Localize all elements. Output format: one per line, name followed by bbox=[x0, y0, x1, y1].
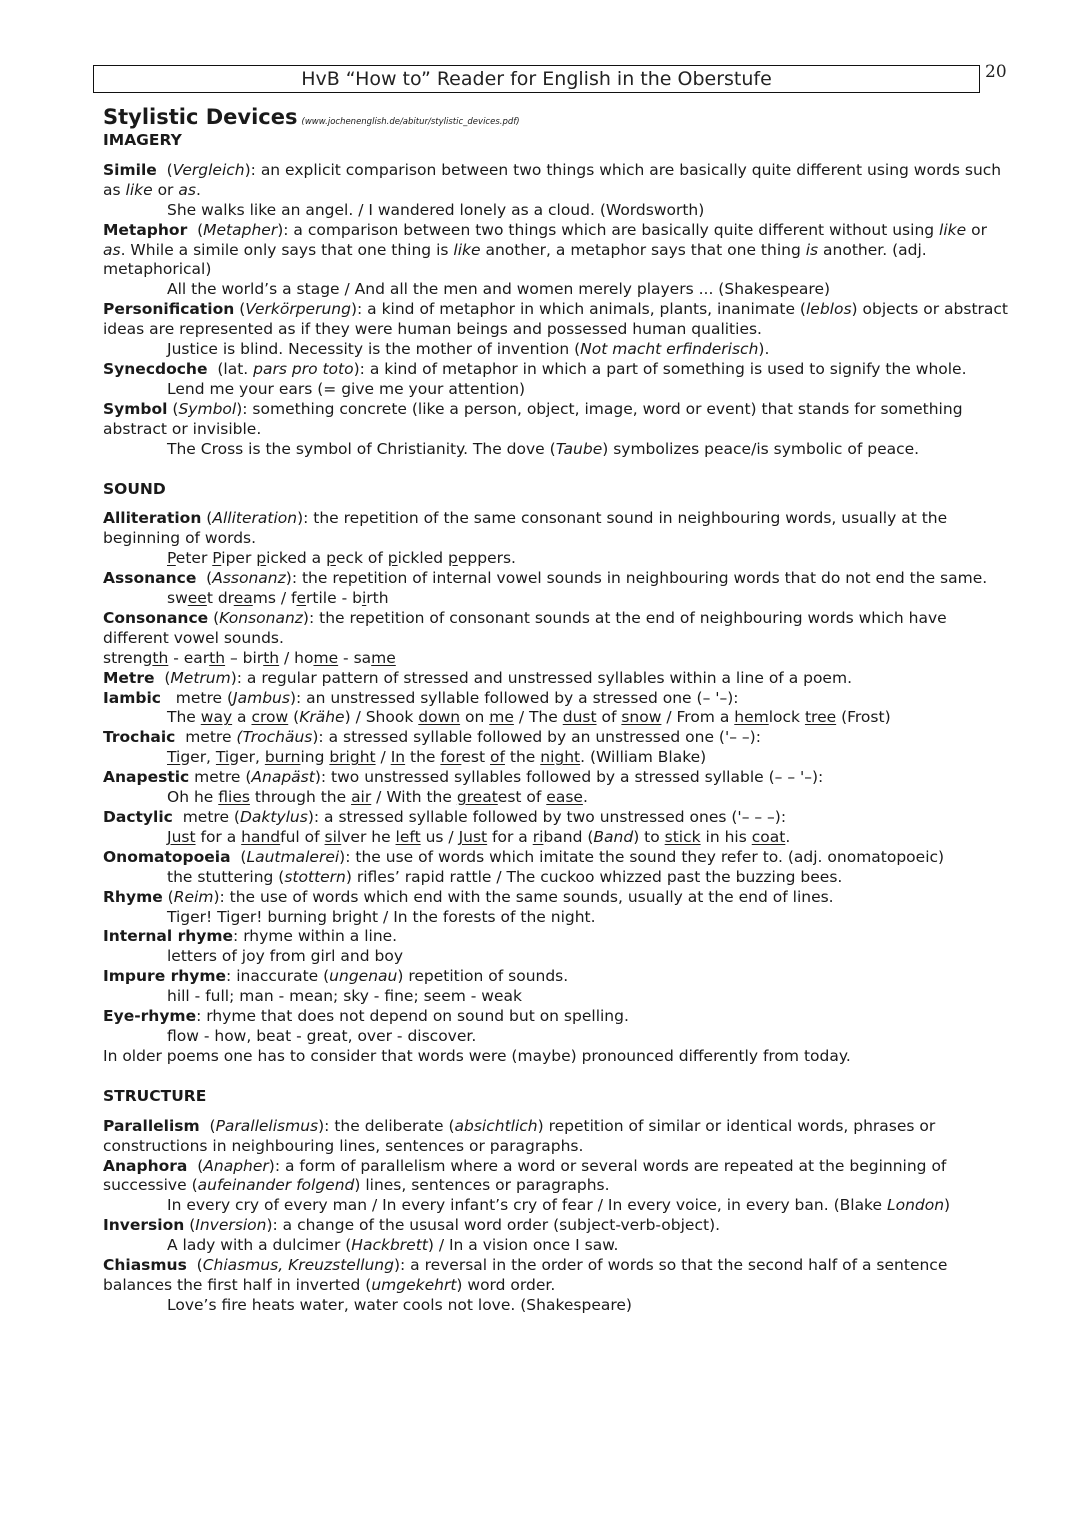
term: Onomatopoeia bbox=[103, 847, 231, 866]
example-rhyme: Tiger! Tiger! burning bright / In the forests of the night. bbox=[167, 907, 596, 926]
term: Anapestic bbox=[103, 768, 190, 787]
example-alliteration: Peter Piper picked a peck of pickled peppers. bbox=[167, 549, 516, 568]
example-assonance: sweet dreams / fertile - birth bbox=[167, 589, 389, 608]
entry-eye-rhyme: Eye-rhyme: rhyme that does not depend on sound but on spelling. bbox=[103, 1007, 629, 1026]
german-term: Symbol bbox=[178, 399, 237, 418]
definition: the use of words which imitate the sound they refer to. (adj. onomatopoeic) bbox=[355, 847, 945, 866]
term: Consonance bbox=[103, 608, 209, 627]
older-poems-note: In older poems one has to consider that words were (maybe) pronounced differently from today. bbox=[103, 1046, 851, 1065]
page-number: 20 bbox=[985, 62, 1007, 82]
german-term: Vergleich bbox=[172, 160, 245, 179]
entry-symbol: Symbol (Symbol): something concrete (like a person, object, image, word or event) that stands for something abstract or invisible. bbox=[103, 399, 963, 438]
section-heading-imagery: IMAGERY bbox=[103, 131, 182, 149]
entry-internal-rhyme: Internal rhyme: rhyme within a line. bbox=[103, 927, 398, 946]
definition: a form of parallelism where a word or several words are repeated at the beginning of successive (aufeinander folgend) lines, sentences or paragraphs. bbox=[103, 1156, 947, 1195]
definition: something concrete (like a person, object, image, word or event) that stands for something abstract or invisible. bbox=[103, 399, 963, 438]
entry-impure-rhyme: Impure rhyme: inaccurate (ungenau) repetition of sounds. bbox=[103, 967, 569, 986]
entry-simile: Simile (Vergleich): an explicit comparison between two things which are basically quite different using words such as like or as. bbox=[103, 160, 1002, 199]
section-heading-sound: SOUND bbox=[103, 479, 166, 498]
entry-iambic: Iambic metre (Jambus): an unstressed syllable followed by a stressed one (– '–): bbox=[103, 688, 739, 707]
entry-personification: Personification (Verkörperung): a kind of metaphor in which animals, plants, inanimate (leblos) objects or abstract ideas are represented as if they were human beings and possessed human qualities. bbox=[103, 300, 1009, 339]
term: Metaphor bbox=[103, 220, 188, 239]
entry-inversion: Inversion (Inversion): a change of the ususal word order (subject-verb-object). bbox=[103, 1216, 721, 1235]
german-term: Metrum bbox=[170, 668, 231, 687]
entry-metaphor: Metaphor (Metapher): a comparison between two things which are basically quite different without using like or as. While a simile only says that one thing is like another, a metaphor says that one thing is another. (adj. metaphorical) bbox=[103, 220, 987, 279]
definition: inaccurate (ungenau) repetition of sounds. bbox=[236, 967, 569, 986]
term: Iambic bbox=[103, 688, 161, 707]
german-term: Jambus bbox=[233, 688, 290, 707]
entry-metre: Metre (Metrum): a regular pattern of stressed and unstressed syllables within a line of a poem. bbox=[103, 668, 852, 687]
term: Assonance bbox=[103, 569, 197, 588]
term: Synecdoche bbox=[103, 359, 208, 378]
term: Internal rhyme bbox=[103, 927, 234, 946]
german-term: Inversion bbox=[195, 1216, 267, 1235]
german-term: Anapher bbox=[203, 1156, 269, 1175]
definition: the repetition of internal vowel sounds in neighbouring words that do not end the same. bbox=[301, 569, 988, 588]
term: Eye-rhyme bbox=[103, 1007, 197, 1026]
definition: rhyme that does not depend on sound but on spelling. bbox=[206, 1007, 629, 1026]
entry-onomatopoeia: Onomatopoeia (Lautmalerei): the use of words which imitate the sound they refer to. (adj. onomatopoeic) bbox=[103, 847, 945, 866]
german-term: Assonanz bbox=[212, 569, 286, 588]
german-term: Alliteration bbox=[212, 509, 298, 528]
entry-rhyme: Rhyme (Reim): the use of words which end with the same sounds, usually at the end of lines. bbox=[103, 887, 834, 906]
term: Alliteration bbox=[103, 509, 202, 528]
definition: a stressed syllable followed by an unstressed one ('– –): bbox=[328, 728, 761, 747]
definition: a kind of metaphor in which a part of something is used to signify the whole. bbox=[369, 359, 967, 378]
example-trochaic: Tiger, Tiger, burning bright / In the forest of the night. (William Blake) bbox=[167, 748, 707, 767]
entry-chiasmus: Chiasmus (Chiasmus, Kreuzstellung): a reversal in the order of words so that the second half of a sentence balances the first half in inverted (umgekehrt) word order. bbox=[103, 1256, 948, 1294]
term: Parallelism bbox=[103, 1116, 200, 1135]
entry-parallelism: Parallelism (Parallelismus): the deliberate (absichtlich) repetition of similar or identical words, phrases or constructions in neighbouring lines, sentences or paragraphs. bbox=[103, 1116, 936, 1155]
example-iambic: The way a crow (Krähe) / Shook down on me / The dust of snow / From a hemlock tree (Frost) bbox=[167, 708, 891, 727]
entry-dactylic: Dactylic metre (Daktylus): a stressed syllable followed by two unstressed ones ('– – –): bbox=[103, 808, 787, 826]
entry-consonance: Consonance (Konsonanz): the repetition of consonant sounds at the end of neighbouring words which have different vowel sounds. bbox=[103, 608, 947, 647]
document-body bbox=[103, 104, 1008, 1316]
term: Dactylic bbox=[103, 808, 173, 826]
example-anapestic: Oh he flies through the air / With the greatest of ease. bbox=[167, 788, 588, 807]
definition: the repetition of consonant sounds at the end of neighbouring words which have different vowel sounds. bbox=[103, 608, 947, 647]
german-term: Trochäus bbox=[242, 728, 313, 747]
term: Anaphora bbox=[103, 1156, 188, 1175]
definition: an explicit comparison between two things which are basically quite different using words such as like or as. bbox=[103, 160, 1002, 199]
german-term: Parallelismus bbox=[215, 1116, 319, 1135]
german-term: Reim bbox=[173, 887, 214, 906]
example-simile: She walks like an angel. / I wandered lonely as a cloud. (Wordsworth) bbox=[167, 200, 705, 219]
definition: an unstressed syllable followed by a stressed one (– '–): bbox=[306, 688, 739, 707]
german-term: Daktylus bbox=[239, 808, 308, 826]
example-chiasmus: Love’s fire heats water, water cools not love. (Shakespeare) bbox=[167, 1295, 632, 1314]
reader-header bbox=[93, 65, 980, 93]
example-impure-rhyme: hill - full; man - mean; sky - fine; seem - weak bbox=[167, 987, 522, 1006]
entry-alliteration: Alliteration (Alliteration): the repetition of the same consonant sound in neighbouring words, usually at the beginning of words. bbox=[103, 509, 948, 548]
term: Inversion bbox=[103, 1216, 185, 1235]
example-internal-rhyme: letters of joy from girl and boy bbox=[167, 947, 403, 966]
definition: two unstressed syllables followed by a stressed syllable (– – '–): bbox=[331, 768, 824, 787]
entry-anapestic: Anapestic metre (Anapäst): two unstressed syllables followed by a stressed syllable (– – '–): bbox=[103, 768, 824, 787]
term: Simile bbox=[103, 160, 157, 179]
definition: rhyme within a line. bbox=[243, 927, 398, 946]
term: Symbol bbox=[103, 399, 168, 418]
term: Metre bbox=[103, 668, 155, 687]
document-title bbox=[103, 104, 1008, 131]
example-onomatopoeia: the stuttering (stottern) rifles’ rapid rattle / The cuckoo whizzed past the buzzing bees. bbox=[167, 867, 843, 886]
german-term: Metapher bbox=[203, 220, 278, 239]
example-consonance: strength - earth – birth / home - same bbox=[103, 648, 396, 667]
section-heading-structure: STRUCTURE bbox=[103, 1086, 207, 1105]
entry-trochaic: Trochaic metre (Trochäus): a stressed syllable followed by an unstressed one ('– –): bbox=[103, 728, 761, 747]
definition: a regular pattern of stressed and unstressed syllables within a line of a poem. bbox=[246, 668, 852, 687]
entry-assonance: Assonance (Assonanz): the repetition of internal vowel sounds in neighbouring words that do not end the same. bbox=[103, 569, 988, 588]
example-metaphor: All the world’s a stage / And all the men and women merely players ... (Shakespeare) bbox=[167, 280, 831, 299]
definition: a change of the ususal word order (subject-verb-object). bbox=[282, 1216, 721, 1235]
definition: the deliberate (absichtlich) repetition of similar or identical words, phrases or constructions in neighbouring lines, sentences or paragraphs. bbox=[103, 1116, 936, 1155]
german-term: Verkörperung bbox=[245, 300, 351, 319]
example-anaphora: In every cry of every man / In every infant’s cry of fear / In every voice, in every ban. (Blake London) bbox=[167, 1196, 951, 1215]
entry-anaphora: Anaphora (Anapher): a form of parallelism where a word or several words are repeated at the beginning of successive (aufeinander folgend) lines, sentences or paragraphs. bbox=[103, 1156, 947, 1195]
example-eye-rhyme: flow - how, beat - great, over - discover. bbox=[167, 1026, 477, 1045]
german-term: Anapäst bbox=[251, 768, 315, 787]
definition: a reversal in the order of words so that the second half of a sentence balances the first half in inverted (umgekehrt) word order. bbox=[103, 1256, 948, 1294]
source-reference: (www.jochenenglish.de/abitur/stylistic_devices.pdf) bbox=[301, 117, 520, 127]
entry-synecdoche: Synecdoche (lat. pars pro toto): a kind of metaphor in which a part of something is used to signify the whole. bbox=[103, 359, 967, 378]
definition: a stressed syllable followed by two unstressed ones ('– – –): bbox=[324, 808, 787, 826]
example-dactylic: Just for a handful of silver he left us / Just for a riband (Band) to stick in his coat. bbox=[167, 827, 791, 846]
term: Rhyme bbox=[103, 887, 163, 906]
reader-title: HvB “How to” Reader for English in the Oberstufe bbox=[301, 68, 772, 90]
term: Trochaic bbox=[103, 728, 176, 747]
german-term: lat. pars pro toto bbox=[223, 359, 354, 378]
german-term: Konsonanz bbox=[219, 608, 303, 627]
example-personification: Justice is blind. Necessity is the mother of invention (Not macht erfinderisch). bbox=[167, 340, 770, 359]
definition: the repetition of the same consonant sound in neighbouring words, usually at the beginning of words. bbox=[103, 509, 948, 548]
example-symbol: The Cross is the symbol of Christianity. The dove (Taube) symbolizes peace/is symbolic of peace. bbox=[167, 439, 920, 458]
definition: a comparison between two things which are basically quite different without using like or as. While a simile only says that one thing is like another, a metaphor says that one thing is another. (adj. metaphorical) bbox=[103, 220, 987, 279]
term: Chiasmus bbox=[103, 1256, 187, 1275]
definition: the use of words which end with the same sounds, usually at the end of lines. bbox=[229, 887, 834, 906]
german-term: Chiasmus, Kreuzstellung bbox=[202, 1256, 394, 1275]
example-inversion: A lady with a dulcimer (Hackbrett) / In a vision once I saw. bbox=[167, 1236, 619, 1255]
term: Personification bbox=[103, 300, 235, 319]
title-text: Stylistic Devices bbox=[103, 105, 298, 129]
german-term: Lautmalerei bbox=[246, 847, 340, 866]
definition: a kind of metaphor in which animals, plants, inanimate (leblos) objects or abstract ideas are represented as if they were human beings and possessed human qualities. bbox=[103, 300, 1009, 339]
example-synecdoche: Lend me your ears (= give me your attention) bbox=[167, 379, 526, 398]
term: Impure rhyme bbox=[103, 967, 227, 986]
